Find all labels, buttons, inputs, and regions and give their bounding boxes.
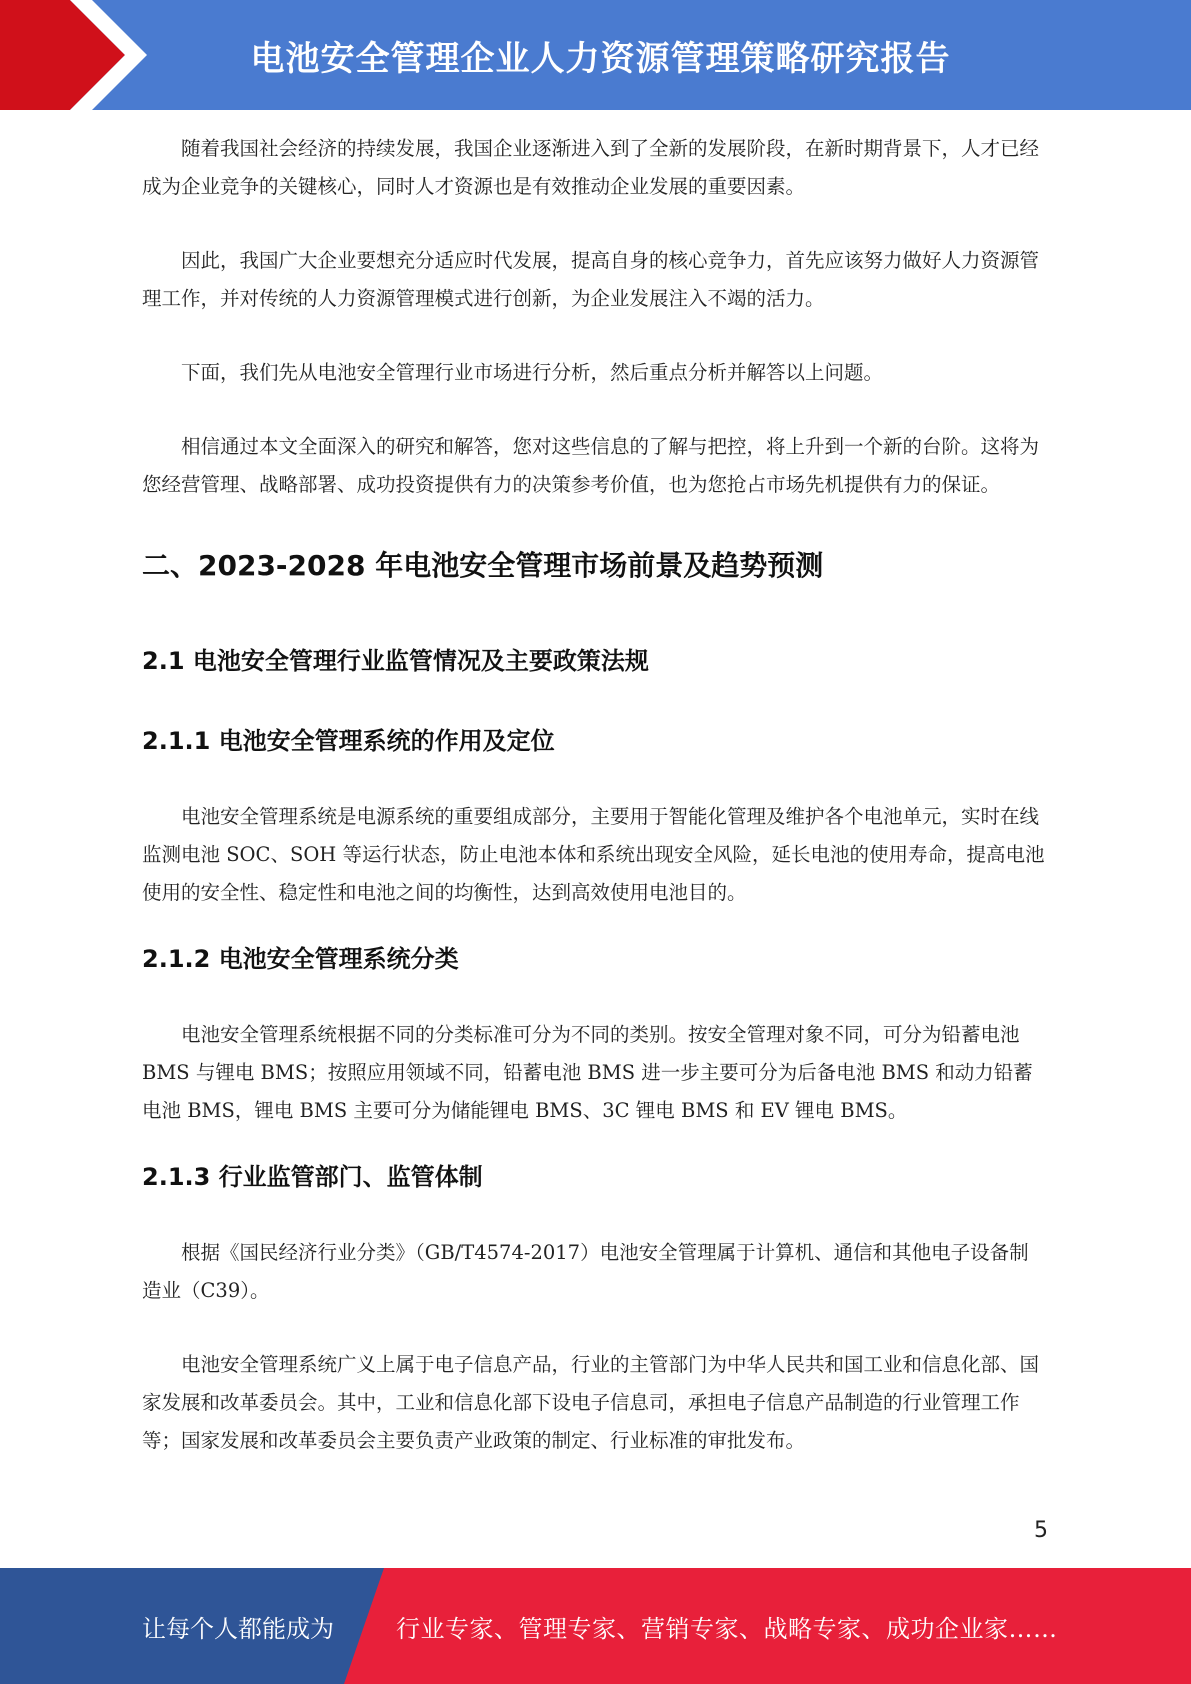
- paragraph-bms-classification: 电池安全管理系统根据不同的分类标准可分为不同的类别。按安全管理对象不同，可分为铅蓄电池 BMS 与锂电 BMS；按照应用领域不同，铅蓄电池 BMS 进一步主要可分为后备电池 BMS 和动力铅蓄电池 BMS，锂电 BMS 主要可分为储能锂电 BMS、3C 锂电 BMS 和 EV 锂电 BMS。: [142, 1023, 1033, 1122]
- page-number: 5: [1034, 1518, 1048, 1543]
- header-chevron-decoration: [0, 0, 160, 110]
- report-title: 电池安全管理企业人力资源管理策略研究报告: [250, 38, 951, 79]
- header-bar: [0, 0, 1191, 110]
- paragraph-intro-2: 因此，我国广大企业要想充分适应时代发展，提高自身的核心竞争力，首先应该努力做好人力资源管理工作，并对传统的人力资源管理模式进行创新，为企业发展注入不竭的活力。: [142, 249, 1040, 310]
- document-body: [142, 130, 1046, 1460]
- section-heading-2: 二、2023-2028 年电池安全管理市场前景及趋势预测: [142, 549, 824, 582]
- paragraph-intro-4: 相信通过本文全面深入的研究和解答，您对这些信息的了解与把控，将上升到一个新的台阶。这将为您经营管理、战略部署、成功投资提供有力的决策参考价值，也为您抢占市场先机提供有力的保证。: [142, 435, 1040, 496]
- subsection-heading-2-1-1: 2.1.1 电池安全管理系统的作用及定位: [142, 727, 555, 755]
- subsection-heading-2-1: 2.1 电池安全管理行业监管情况及主要政策法规: [142, 647, 649, 675]
- footer-slogan-left: 让每个人都能成为: [142, 1614, 334, 1643]
- subsection-heading-2-1-3: 2.1.3 行业监管部门、监管体制: [142, 1163, 483, 1191]
- paragraph-intro-3: 下面，我们先从电池安全管理行业市场进行分析，然后重点分析并解答以上问题。: [181, 361, 884, 384]
- paragraph-industry-classification: 根据《国民经济行业分类》（GB/T4574-2017）电池安全管理属于计算机、通信和其他电子设备制造业（C39）。: [142, 1241, 1029, 1302]
- paragraph-regulators: 电池安全管理系统广义上属于电子信息产品，行业的主管部门为中华人民共和国工业和信息化部、国家发展和改革委员会。其中，工业和信息化部下设电子信息司，承担电子信息产品制造的行业管理工作等；国家发展和改革委员会主要负责产业政策的制定、行业标准的审批发布。: [142, 1353, 1040, 1452]
- paragraph-intro-1: 随着我国社会经济的持续发展，我国企业逐渐进入到了全新的发展阶段，在新时期背景下，人才已经成为企业竞争的关键核心，同时人才资源也是有效推动企业发展的重要因素。: [142, 137, 1040, 198]
- subsection-heading-2-1-2: 2.1.2 电池安全管理系统分类: [142, 945, 459, 973]
- footer-slogan-right: 行业专家、管理专家、营销专家、战略专家、成功企业家……: [396, 1614, 1058, 1643]
- paragraph-bms-role: 电池安全管理系统是电源系统的重要组成部分，主要用于智能化管理及维护各个电池单元，实时在线监测电池 SOC、SOH 等运行状态，防止电池本体和系统出现安全风险，延长电池的使用寿命，提高电池使用的安全性、稳定性和电池之间的均衡性，达到高效使用电池目的。: [142, 805, 1045, 904]
- footer-banner: [0, 1568, 1191, 1684]
